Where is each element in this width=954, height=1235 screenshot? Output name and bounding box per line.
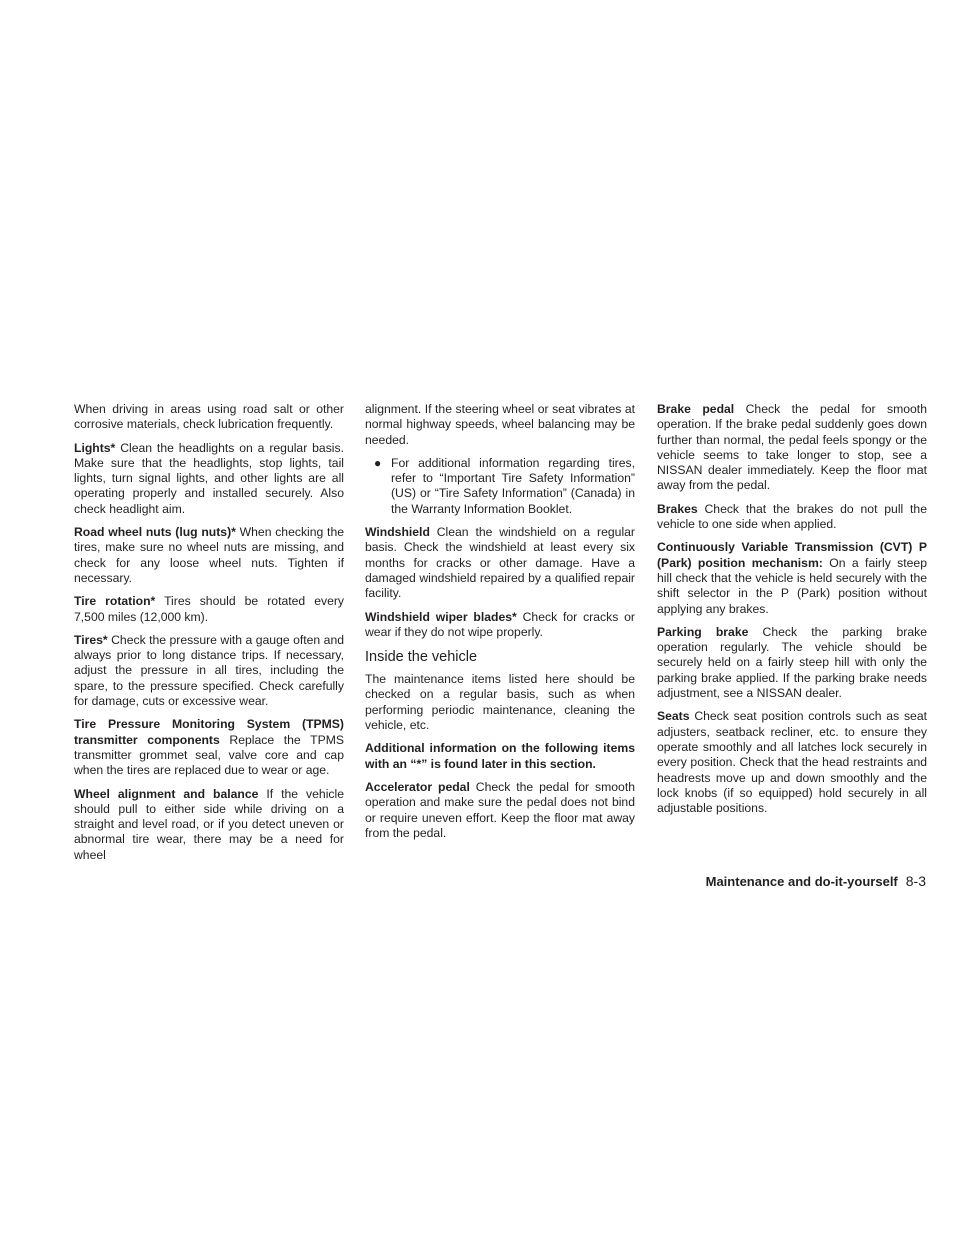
column-3 bbox=[657, 402, 927, 824]
term-wiper-blades: Windshield wiper blades* bbox=[365, 609, 517, 624]
para-windshield: Windshield Clean the windshield on a regular basis. Check the windshield at least every six months for cracks or other damage. Have a damaged windshield repaired by a qualified repair facility. bbox=[365, 525, 635, 601]
para-additional-info: Additional information on the following items with an “*” is found later in this section. bbox=[365, 741, 635, 771]
para-wiper-blades: Windshield wiper blades* Check for cracks or wear if they do not wipe properly. bbox=[365, 609, 635, 639]
term-lug-nuts: Road wheel nuts (lug nuts)* bbox=[74, 525, 236, 540]
column-1 bbox=[74, 402, 344, 871]
para-accelerator: Accelerator pedal Check the pedal for smooth operation and make sure the pedal does not bind or require uneven effort. Keep the floor mat away from the pedal. bbox=[365, 779, 635, 840]
page-number: 8-3 bbox=[905, 873, 926, 889]
term-brake-pedal: Brake pedal bbox=[657, 402, 735, 416]
term-wheel-alignment: Wheel alignment and balance bbox=[74, 786, 259, 801]
page-footer bbox=[706, 872, 926, 891]
column-2 bbox=[365, 402, 635, 849]
para-tpms: Tire Pressure Monitoring System (TPMS) transmitter components Replace the TPMS transmitter grommet seal, valve core and cap when the tires are replaced due to wear or age. bbox=[74, 717, 344, 778]
term-tpms: Tire Pressure Monitoring System (TPMS) transmitter components bbox=[74, 717, 344, 747]
term-tire-rotation: Tire rotation* bbox=[74, 594, 156, 609]
para-parking-brake: Parking brake Check the parking brake operation regularly. The vehicle should be securely held on a fairly steep hill with only the parking brake applied. If the parking brake needs adjustment, see a NISSAN dealer. bbox=[657, 624, 927, 701]
section-heading-inside-vehicle: Inside the vehicle bbox=[365, 649, 478, 666]
para-seats: Seats Check seat position controls such as seat adjusters, seatback recliner, etc. to ensure they operate smoothly and all latches lock securely in every position. Check that the head restraints and headrests move up and down smoothly and the lock knobs (if so equipped) hold securely in all adjustable positions. bbox=[657, 709, 927, 816]
para-lug-nuts: Road wheel nuts (lug nuts)* When checking the tires, make sure no wheel nuts are missing, and check for any loose wheel nuts. Tighten if necessary. bbox=[74, 525, 344, 585]
para-alignment-continued: alignment. If the steering wheel or seat vibrates at normal highway speeds, wheel balancing may be needed. bbox=[365, 402, 635, 447]
term-lights: Lights* bbox=[74, 440, 116, 455]
bullet-icon: ● bbox=[374, 455, 382, 470]
term-cvt: Continuously Variable Transmission (CVT) P (Park) position mechanism: bbox=[657, 540, 927, 570]
term-seats: Seats bbox=[657, 709, 690, 724]
term-brakes: Brakes bbox=[657, 501, 698, 516]
para-tire-rotation: Tire rotation* Tires should be rotated every 7,500 miles (12,000 km). bbox=[74, 594, 344, 624]
para-salt-intro: When driving in areas using road salt or other corrosive materials, check lubrication frequently. bbox=[74, 402, 344, 432]
para-lights: Lights* Clean the headlights on a regular basis. Make sure that the headlights, stop lights, tail lights, turn signal lights, and other lights are all operating properly and installed securely. Also check headlight aim. bbox=[74, 440, 344, 516]
footer-section-title: Maintenance and do-it-yourself bbox=[705, 874, 898, 889]
term-parking-brake: Parking brake bbox=[657, 624, 749, 639]
term-tires: Tires* bbox=[74, 632, 108, 647]
bullet-item-tire-info: ● For additional information regarding tires, refer to “Important Tire Safety Information” (US) or “Tire Safety Information” (Canada) in the Warranty Information Booklet. bbox=[374, 455, 635, 516]
para-brake-pedal: Brake pedal Check the pedal for smooth operation. If the brake pedal suddenly goes down further than normal, the pedal feels spongy or the vehicle seems to take longer to stop, see a NISSAN dealer immediately. Keep the floor mat away from the pedal. bbox=[657, 402, 927, 493]
para-wheel-alignment: Wheel alignment and balance If the vehicle should pull to either side while driving on a straight and level road, or if you detect uneven or abnormal tire wear, there may be a need for wheel bbox=[74, 786, 344, 862]
term-windshield: Windshield bbox=[365, 525, 430, 540]
para-brakes: Brakes Check that the brakes do not pull the vehicle to one side when applied. bbox=[657, 501, 927, 532]
para-inside-intro: The maintenance items listed here should be checked on a regular basis, such as when performing periodic maintenance, cleaning the vehicle, etc. bbox=[365, 672, 635, 733]
term-accelerator: Accelerator pedal bbox=[365, 779, 470, 794]
para-cvt: Continuously Variable Transmission (CVT) P (Park) position mechanism: On a fairly steep hill check that the vehicle is held securely with the shift selector in the P (Park) position without applying any brakes. bbox=[657, 540, 927, 616]
para-tires: Tires* Check the pressure with a gauge often and always prior to long distance trips. If necessary, adjust the pressure in all tires, including the spare, to the pressure specified. Check carefully for damage, cuts or excessive wear. bbox=[74, 632, 344, 709]
